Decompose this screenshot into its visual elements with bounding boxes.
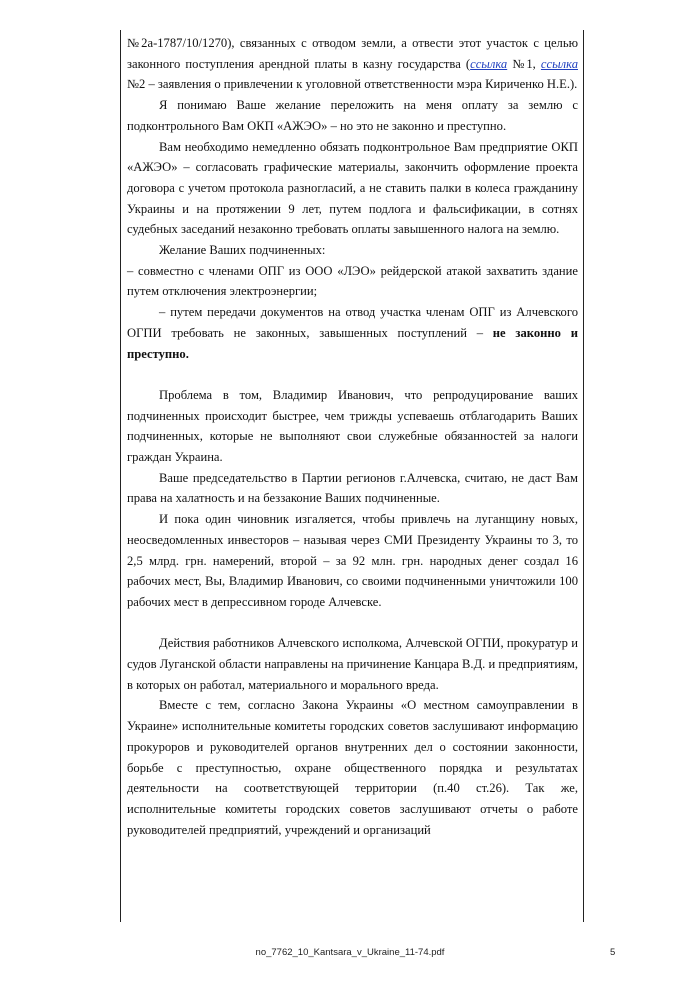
blank-line xyxy=(127,364,578,385)
footer-page-number: 5 xyxy=(610,947,616,958)
paragraph-party: Ваше председательство в Партии регионов г.Алчевска, считаю, не даст Вам права на халатность и на беззаконие Ваших подчиненные. xyxy=(127,470,578,506)
paragraph-obligation: Вам необходимо немедленно обязать подконтрольное Вам предприятие ОКП «АЖЭО» – согласовать графические материалы, закончить оформление проекта договора с учетом протокола разногласий, а не ставить палки в колеса гражданину Украины и на протяжении 9 лет, путем подлога и фальсификации, в сотнях судебных заседаний незаконно требовать оплаты завышенного налога на землю. xyxy=(127,139,578,237)
footer-filename: no_7762_10_Kantsara_v_Ukraine_11-74.pdf xyxy=(255,947,445,958)
bold-emphasis: не законно и преступно. xyxy=(127,325,579,361)
link-2[interactable]: ссылка xyxy=(540,56,578,71)
paragraph-case-reference xyxy=(127,33,578,95)
paragraph-list-item-2 xyxy=(127,302,578,364)
paragraph-law: Вместе с тем, согласно Закона Украины «О местном самоуправлении в Украине» исполнительные комитеты городских советов заслушивают информацию прокуроров и руководителей органов внутренних дел о состоянии законности, борьбе с преступностью, охране общественного порядка и результатах деятельности на соответствующей территории (п.40 ст.26). Так же, исполнительные комитеты городских советов заслушивают отчеты о работе руководителей предприятий, учреждений и организаций xyxy=(127,698,578,837)
paragraph-actions: Действия работников Алчевского исполкома, Алчевской ОГПИ, прокуратур и судов Луганской области направлены на причинение Канцара В.Д. и предприятиям, в которых он работал, материального и морального вреда. xyxy=(127,636,578,692)
paragraph-investors: И пока один чиновник изгаляется, чтобы привлечь на луганщину новых, неосведомленных инвесторов – называя через СМИ Президенту Украины то 3, то 2,5 млрд. грн. намерений, второй – за 92 млн. грн. народных денег создал 16 рабочих мест, Вы, Владимир Иванович, со своими подчиненными уничтожили 100 рабочих мест в депрессивном городе Алчевске. xyxy=(127,512,578,609)
paragraph-problem: Проблема в том, Владимир Иванович, что репродуцирование ваших подчиненных происходит быстрее, чем трижды успеваешь отблагодарить Ваших подчиненных, которые не выполняют свои служебные обязанностей за налоги граждан Украина. xyxy=(127,387,578,465)
paragraph-text: №2 – заявления о привлечении к уголовной ответственности мэра Кириченко Н.Е.). xyxy=(127,77,578,92)
blank-line xyxy=(127,613,578,634)
link-1[interactable]: ссылка xyxy=(470,56,508,71)
paragraph-wish-heading: Желание Ваших подчиненных: xyxy=(159,243,326,258)
paragraph-text: – путем передачи документов на отвод участка членам ОПГ из Алчевского ОГПИ требовать не законных, завышенных поступлений – xyxy=(127,305,578,340)
right-margin-rule xyxy=(583,30,584,922)
document-body xyxy=(127,33,578,840)
paragraph-text: №2а-1787/10/1270), связанных с отводом земли, а отвести этот участок с целью законного поступления арендной платы в казну государства ( xyxy=(127,36,578,71)
left-margin-rule xyxy=(120,30,121,922)
paragraph-payment: Я понимаю Ваше желание переложить на меня оплату за землю с подконтрольного Вам ОКП «АЖЭО» – но это не законно и преступно. xyxy=(127,98,578,133)
paragraph-text: №1, xyxy=(507,56,541,71)
paragraph-list-item-1: – совместно с членами ОПГ из ООО «ЛЭО» рейдерской атакой захватить здание путем отключения электроэнергии; xyxy=(127,263,578,299)
